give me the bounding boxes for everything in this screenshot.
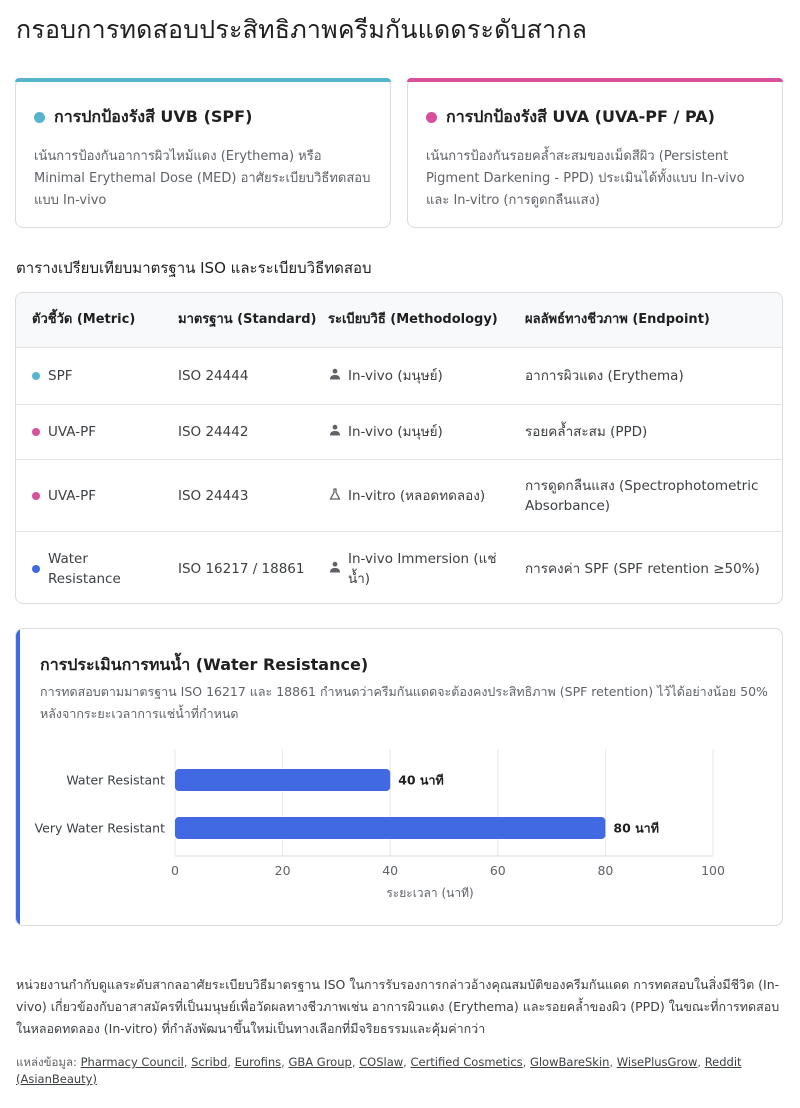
page-title: กรอบการทดสอบประสิทธิภาพครีมกันแดดระดับสากล — [16, 15, 588, 44]
metric-label: Water Resistance — [48, 550, 121, 587]
person-icon — [328, 366, 342, 386]
table-section-title: ตารางเปรียบเทียบมาตรฐาน ISO และระเบียบวิธีทดสอบ — [16, 259, 372, 277]
endpoint-cell: การดูดกลืนแสง (Spectrophotometric Absorbance) — [525, 477, 759, 514]
table-row — [16, 404, 782, 459]
category-label: Water Resistant — [66, 772, 165, 788]
spf-dot-icon — [32, 372, 40, 380]
source-link[interactable]: Reddit (AsianBeauty) — [16, 1055, 742, 1086]
endpoint-cell: รอยคล้ำสะสม (PPD) — [525, 424, 648, 440]
metric-cell — [32, 405, 172, 459]
header-method: ระเบียบวิธี (Methodology) — [328, 312, 498, 327]
metric-cell — [32, 532, 172, 604]
method-label: In-vivo Immersion (แช่น้ำ) — [348, 550, 497, 587]
method-cell — [328, 532, 513, 604]
uva-card-accent — [407, 78, 783, 82]
method-label: In-vitro (หลอดทดลอง) — [348, 487, 486, 504]
x-tick-label: 80 — [597, 863, 614, 878]
water-dot-icon — [32, 565, 40, 573]
category-label: Very Water Resistant — [34, 820, 165, 836]
uva-card — [407, 78, 783, 228]
sources-label: แหล่งข้อมูล: — [16, 1055, 77, 1069]
bar — [175, 769, 390, 791]
standard-cell: ISO 24442 — [178, 424, 249, 440]
uvb-card-title: การปกป้องรังสี UVB (SPF) — [54, 107, 253, 126]
source-link[interactable]: WisePlusGrow — [616, 1055, 698, 1069]
source-link[interactable]: Scribd — [191, 1055, 228, 1069]
person-icon — [328, 422, 342, 442]
sources-line: แหล่งข้อมูล: Pharmacy Council, Scribd, Eurofins, GBA Group, COSlaw, Certified Cosmetics, GlowBareSkin, WisePlusGrow, Reddit (AsianBeauty) — [16, 1055, 742, 1086]
uva-card-title: การปกป้องรังสี UVA (UVA-PF / PA) — [446, 107, 715, 126]
table-row — [16, 531, 782, 604]
metric-cell — [32, 348, 172, 404]
uva-pf-dot-icon — [32, 428, 40, 436]
uva-card-description: เน้นการป้องกันรอยคล้ำสะสมของเม็ดสีผิว (Persistent Pigment Darkening - PPD) ประเมินได้ทั้งแบบ In-vivo และ In-vitro (การดูดกลืนแสง) — [426, 149, 745, 208]
endpoint-cell: อาการผิวแดง (Erythema) — [525, 368, 684, 384]
water-resistance-chart — [16, 629, 783, 926]
source-link[interactable]: Pharmacy Council — [80, 1055, 184, 1069]
uva-dot-icon — [426, 112, 437, 123]
metric-cell — [32, 460, 172, 531]
x-axis-title: ระยะเวลา (นาที) — [386, 886, 474, 900]
method-label: In-vivo (มนุษย์) — [348, 424, 443, 440]
source-link[interactable]: GBA Group — [288, 1055, 352, 1069]
standard-cell: ISO 24444 — [178, 368, 249, 384]
footer-summary: หน่วยงานกำกับดูแลระดับสากลอาศัยระเบียบวิธีมาตรฐาน ISO ในการรับรองการกล่าวอ้างคุณสมบัติของครีมกันแดด การทดสอบในสิ่งมีชีวิต (In-vivo) เกี่ยวข้องกับอาสาสมัครที่เป็นมนุษย์เพื่อวัดผลทางชีวภาพเช่น อาการผิวแดง (Erythema) และรอยคล้ำของผิว (PPD) ในขณะที่การทดสอบในหลอดทดลอง (In-vitro) ที่กำลังพัฒนาขึ้นใหม่เป็นทางเลือกที่มีจริยธรรมและคุ้มค่ากว่า — [16, 977, 780, 1036]
flask-icon — [328, 486, 342, 506]
table-header-row — [16, 293, 782, 347]
x-tick-label: 40 — [382, 863, 399, 878]
header-endpoint: ผลลัพธ์ทางชีวภาพ (Endpoint) — [525, 312, 710, 327]
uvb-dot-icon — [34, 112, 45, 123]
person-icon — [328, 559, 342, 579]
iso-comparison-table — [15, 292, 783, 604]
standard-cell: ISO 16217 / 18861 — [178, 560, 305, 577]
uvb-card-accent — [15, 78, 391, 82]
method-cell — [328, 460, 513, 531]
water-resistance-card — [15, 628, 783, 926]
source-link[interactable]: Certified Cosmetics — [410, 1055, 523, 1069]
source-link[interactable]: Eurofins — [234, 1055, 282, 1069]
x-tick-label: 100 — [701, 863, 725, 878]
table-row — [16, 459, 782, 531]
table-row — [16, 347, 782, 404]
value-label: 40 นาที — [398, 772, 444, 788]
standard-cell: ISO 24443 — [178, 487, 249, 504]
water-card-title: การประเมินการทนน้ำ (Water Resistance) — [40, 655, 369, 674]
uva-card-heading — [426, 105, 764, 130]
method-cell — [328, 405, 513, 459]
x-tick-label: 60 — [489, 863, 506, 878]
header-standard: มาตรฐาน (Standard) — [178, 312, 317, 327]
uvb-card — [15, 78, 391, 228]
x-tick-label: 0 — [171, 863, 179, 878]
value-label: 80 นาที — [613, 820, 659, 836]
method-cell — [328, 348, 513, 404]
metric-label: UVA-PF — [48, 424, 96, 440]
uvb-card-heading — [34, 105, 372, 130]
x-tick-label: 20 — [274, 863, 291, 878]
uvb-card-description: เน้นการป้องกันอาการผิวไหม้แดง (Erythema) หรือ Minimal Erythemal Dose (MED) อาศัยระเบียบวิธีทดสอบแบบ In-vivo — [34, 149, 371, 208]
metric-label: UVA-PF — [48, 487, 96, 504]
method-label: In-vivo (มนุษย์) — [348, 368, 443, 384]
endpoint-cell: การคงค่า SPF (SPF retention ≥50%) — [525, 560, 760, 577]
uva-pf-dot-icon — [32, 492, 40, 500]
source-link[interactable]: GlowBareSkin — [529, 1055, 610, 1069]
header-metric: ตัวชี้วัด (Metric) — [32, 312, 136, 327]
source-link[interactable]: COSlaw — [359, 1055, 404, 1069]
metric-label: SPF — [48, 368, 73, 384]
bar — [175, 817, 605, 839]
water-card-description: การทดสอบตามมาตรฐาน ISO 16217 และ 18861 กำหนดว่าครีมกันแดดจะต้องคงประสิทธิภาพ (SPF retention) ไว้ได้อย่างน้อย 50% หลังจากระยะเวลาการแช่น้ำที่กำหนด — [40, 684, 768, 721]
